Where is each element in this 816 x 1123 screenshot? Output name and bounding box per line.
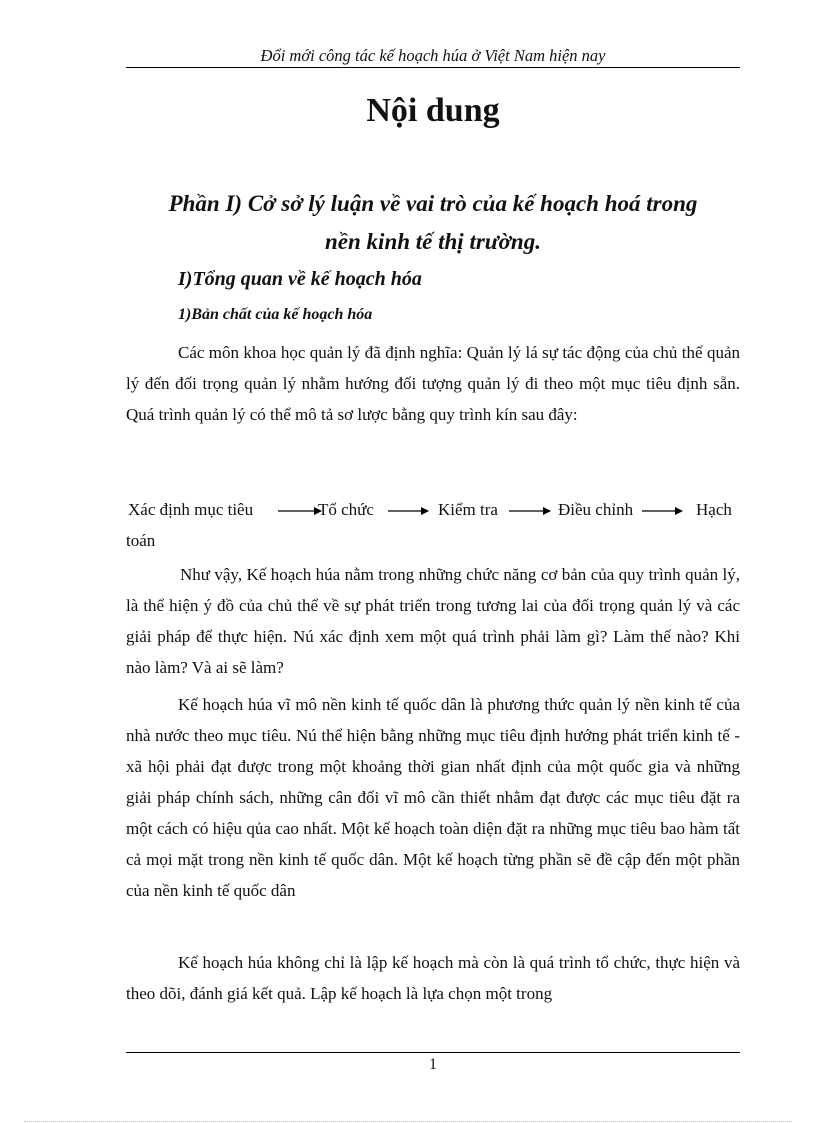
subsection-title: 1)Bản chất của kế hoạch hóa <box>178 306 373 323</box>
flow-step-2: Tổ chức <box>318 500 374 519</box>
process-flow <box>126 496 740 527</box>
paragraph-4: Kế hoạch húa không chỉ là lập kế hoạch mà còn là quá trình tổ chức, thực hiện và theo dõi, đánh giá kết quả. Lập kế hoạch là lựa chọn một trong <box>126 953 740 1003</box>
running-header: Đổi mới công tác kế hoạch húa ở Việt Nam hiện nay <box>260 46 606 65</box>
page-edge-dotted-line <box>24 1121 792 1122</box>
part-title-line-1: Phần I) Cở sở lý luận về vai trò của kế hoạch hoá trong <box>168 191 698 216</box>
paragraph-1: Các môn khoa học quản lý đã định nghĩa: Quản lý lá sự tác động của chủ thể quản lý đến đối trọng quản lý nhằm hướng đối tượng quản lý đi theo một mục tiêu định sẵn. Quá trình quản lý có thể mô tả sơ lược bằng quy trình kín sau đây: <box>126 343 740 424</box>
part-title <box>126 185 740 261</box>
flow-continuation: toán <box>126 531 156 550</box>
page-number: 1 <box>429 1056 437 1073</box>
part-title-line-2: nền kinh tế thị trường. <box>325 229 541 254</box>
flow-step-1: Xác định mục tiêu <box>128 500 254 519</box>
header-divider <box>126 67 740 68</box>
paragraph-3: Kế hoạch húa vĩ mô nền kinh tế quốc dân là phương thức quản lý nền kinh tế của nhà nước theo mục tiêu. Nú thể hiện bằng những mục tiêu định hướng phát triển kinh tế - xã hội phải đạt được trong một khoảng thời gian nhất định của một quốc gia và những giải pháp chính sách, những cân đối vĩ mô cần thiết nhằm đạt được các mục tiêu đặt ra một cách có hiệu qủa cao nhất. Một kế hoạch toàn diện đặt ra những mục tiêu bao hàm tất cả mọi mặt trong nền kinh tế quốc dân. Một kế hoạch từng phần sẽ đề cập đến một phần của nền kinh tế quốc dân <box>126 695 740 900</box>
flow-step-5: Hạch <box>696 500 732 519</box>
flow-step-4: Điều chỉnh <box>558 500 634 519</box>
paragraph-2: Như vậy, Kế hoạch húa nằm trong những chức năng cơ bản của quy trình quản lý, là thể hiện ý đồ của chủ thể về sự phát triển trong tương lai của đối trọng quản lý và các giải pháp để thực hiện. Nú xác định xem một quá trình phải làm gì? Làm thế nào? Khi nào làm? Và ai sẽ làm? <box>126 565 740 677</box>
footer-divider <box>126 1052 740 1053</box>
section-title: I)Tổng quan về kế hoạch hóa <box>178 268 422 290</box>
flow-step-3: Kiểm tra <box>438 500 498 519</box>
page-title: Nội dung <box>366 92 500 129</box>
